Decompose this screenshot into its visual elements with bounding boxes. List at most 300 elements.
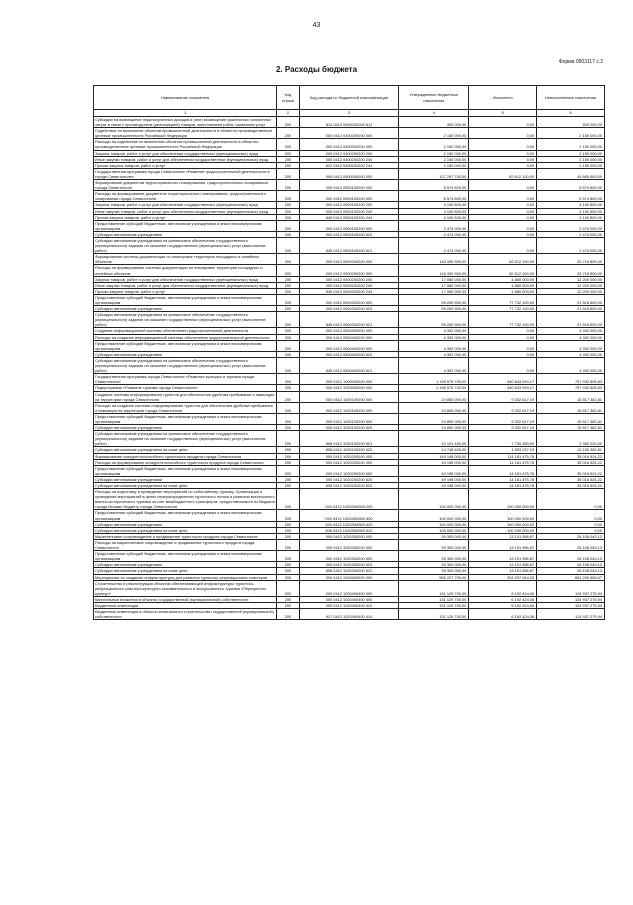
row-classification-code: 000 0412 0500200200 600 xyxy=(299,294,398,305)
row-remaining: 0,00 xyxy=(537,527,605,533)
table-row xyxy=(94,385,605,391)
row-name: Субсидии автономным учреждениям на финансовое обеспечение государственного (муниципального) задания на оказание государственных (муниципальных) услуг (выполнение работ) xyxy=(94,237,277,253)
row-name: Бюджетные инвестиции в объекты капитального строительства государственной (муниципальной) собственности xyxy=(94,609,277,620)
row-name: Предоставление субсидий бюджетным, автономным учреждениям и иным некоммерческим организациям xyxy=(94,465,277,476)
row-remaining: 0,00 xyxy=(537,510,605,521)
row-line-code: 200 xyxy=(277,476,300,482)
row-name: Прочая закупка товаров, работ и услуг xyxy=(94,288,277,294)
table-row xyxy=(94,510,605,521)
row-classification-code: 845 0412 0500200200 621 xyxy=(299,312,398,328)
row-executed: 7 739 380,00 xyxy=(469,431,537,447)
row-name: Субсидии автономным учреждениям xyxy=(94,425,277,431)
row-name: Маркетинговое сопровождение и продвижение туристского продукта города Севастополя xyxy=(94,533,277,539)
row-executed: 0,00 xyxy=(469,220,537,231)
row-executed: 82 612 100,00 xyxy=(469,265,537,276)
row-remaining: 4 100 800,00 xyxy=(537,208,605,214)
row-line-code: 200 xyxy=(277,551,300,562)
row-executed: 0,00 xyxy=(469,334,537,340)
row-line-code: 200 xyxy=(277,220,300,231)
row-approved: 10 101 400,00 xyxy=(399,431,469,447)
row-name: Субсидии автономным учреждениям на иные цели xyxy=(94,527,277,533)
row-classification-code: 000 0412 1020400000 000 xyxy=(299,574,398,580)
row-line-code: 200 xyxy=(277,237,300,253)
row-name: Субсидии автономным учреждениям на финансовое обеспечение государственного (муниципального) задания на оказание государственных (муниципальных) услуг (выполнение работ) xyxy=(94,357,277,373)
row-approved: 99 250 900,00 xyxy=(399,294,469,305)
table-row xyxy=(94,334,605,340)
row-executed: 0,00 xyxy=(469,357,537,373)
row-remaining: 12 200 000,00 xyxy=(537,276,605,282)
row-name: Субсидии автономным учреждениям на финансовое обеспечение государственного (муниципального) задания на оказание государственных (муниципальных) услуг (выполнение работ) xyxy=(94,312,277,328)
table-row xyxy=(94,156,605,162)
row-executed: 13 191 956,87 xyxy=(469,551,537,562)
row-executed: 13 191 956,87 xyxy=(469,539,537,550)
row-approved: 1 198 575 700,00 xyxy=(399,385,469,391)
table-row xyxy=(94,254,605,265)
row-line-code: 200 xyxy=(277,533,300,539)
row-classification-code: 000 0412 1020100200 600 xyxy=(299,413,398,424)
row-classification-code: 000 0412 1020000000 000 xyxy=(299,385,398,391)
row-classification-code: 000 0412 0500400200 600 xyxy=(299,340,398,351)
row-approved: 39 300 000,00 xyxy=(399,562,469,568)
row-executed: 13 191 956,87 xyxy=(469,533,537,539)
row-approved: 131 129 700,00 xyxy=(399,596,469,602)
row-remaining: 2 150 000,00 xyxy=(537,128,605,139)
row-approved: 39 300 000,00 xyxy=(399,539,469,550)
row-remaining: 26 108 043,13 xyxy=(537,551,605,562)
row-executed: 0,00 xyxy=(469,117,537,128)
row-remaining: 26 108 043,13 xyxy=(537,568,605,574)
row-line-code: 200 xyxy=(277,357,300,373)
row-remaining: 2 150 000,00 xyxy=(537,156,605,162)
row-executed: 0,00 xyxy=(469,214,537,220)
row-classification-code: 000 0412 10202И8300 600 xyxy=(299,510,398,521)
row-remaining: 4 392 000,00 xyxy=(537,357,605,373)
row-approved: 49 198 000,00 xyxy=(399,476,469,482)
row-approved: 17 080 000,00 xyxy=(399,282,469,288)
row-name: Субсидии автономным учреждениям xyxy=(94,521,277,527)
row-remaining: 4 100 800,00 xyxy=(537,214,605,220)
row-line-code: 200 xyxy=(277,431,300,447)
row-executed: 82 612 100,00 xyxy=(469,254,537,265)
header-remaining: Неисполненные назначения xyxy=(537,86,605,110)
row-classification-code: 000 0412 1020200200 600 xyxy=(299,465,398,476)
row-remaining: 35 016 524,22 xyxy=(537,483,605,489)
row-remaining: 400 000,00 xyxy=(537,117,605,128)
row-executed: 4 880 000,00 xyxy=(469,288,537,294)
form-code: Форма 0503117 с.2 xyxy=(558,59,603,65)
row-approved: 39 300 000,00 xyxy=(399,551,469,562)
row-classification-code: 000 0412 1020300200 000 xyxy=(299,539,398,550)
row-remaining: 0,00 xyxy=(537,489,605,510)
row-executed: 100 000 000,00 xyxy=(469,527,537,533)
row-executed: 0,00 xyxy=(469,237,537,253)
row-executed: 9 332 617,19 xyxy=(469,413,537,424)
table-row xyxy=(94,357,605,373)
row-line-code: 200 xyxy=(277,391,300,402)
row-name: Закупка товаров, работ и услуг для обеспечения государственных (муниципальных) нужд xyxy=(94,202,277,208)
row-approved: 99 250 900,00 xyxy=(399,306,469,312)
row-approved: 1 198 575 700,00 xyxy=(399,374,469,385)
row-remaining: 13 155 362,81 xyxy=(537,447,605,453)
row-name: Создание информационной системы обеспечения градостроительной деятельности xyxy=(94,328,277,334)
row-line-code: 200 xyxy=(277,156,300,162)
row-approved: 131 129 700,00 xyxy=(399,602,469,608)
row-approved: 4 392 000,00 xyxy=(399,334,469,340)
row-executed: 0,00 xyxy=(469,208,537,214)
table-row xyxy=(94,150,605,156)
row-approved: 127 297 700,00 xyxy=(399,168,469,179)
row-line-code: 200 xyxy=(277,139,300,150)
row-name: Расходы на создание системы информирования туристов для обеспечения удобства пребывания и навигации на территории города Севастополя xyxy=(94,402,277,413)
row-approved: 100 000 000,00 xyxy=(399,527,469,533)
row-line-code: 200 xyxy=(277,208,300,214)
row-line-code: 200 xyxy=(277,596,300,602)
table-row xyxy=(94,340,605,351)
row-name: Капитальные вложения в объекты государственной (муниципальной) собственности xyxy=(94,596,277,602)
row-name: Субсидии автономным учреждениям xyxy=(94,562,277,568)
row-approved: 2 474 000,00 xyxy=(399,220,469,231)
table-row xyxy=(94,489,605,510)
table-row xyxy=(94,168,605,179)
row-executed: 100 000 000,00 xyxy=(469,510,537,521)
row-name: Субсидии автономным учреждениям xyxy=(94,306,277,312)
row-approved: 2 150 000,00 xyxy=(399,139,469,150)
row-classification-code: 000 0412 1000000000 000 xyxy=(299,374,398,385)
row-remaining: 35 016 524,22 xyxy=(537,453,605,459)
row-classification-code: 000 0412 1020400400 000 xyxy=(299,580,398,596)
row-classification-code: 000 0412 1020100000 000 xyxy=(299,391,398,402)
row-classification-code: 000 0412 0500400200 000 xyxy=(299,334,398,340)
row-approved: 400 000,00 xyxy=(399,117,469,128)
row-approved: 116 330 900,00 xyxy=(399,265,469,276)
table-row xyxy=(94,202,605,208)
row-approved: 6 574 800,00 xyxy=(399,180,469,191)
table-row xyxy=(94,180,605,191)
row-remaining: 2 150 000,00 xyxy=(537,139,605,150)
row-classification-code: 808 0412 1020100200 622 xyxy=(299,447,398,453)
row-classification-code: 000 0412 0500100200 620 xyxy=(299,231,398,237)
table-row xyxy=(94,465,605,476)
table-row xyxy=(94,431,605,447)
page-number: 43 xyxy=(312,22,321,29)
header-executed: Исполнено xyxy=(469,86,537,110)
row-classification-code: 000 0412 1020300000 000 xyxy=(299,533,398,539)
row-executed: 14 181 475,78 xyxy=(469,459,537,465)
table-row xyxy=(94,391,605,402)
row-classification-code: 000 0412 0500400200 620 xyxy=(299,351,398,357)
row-remaining: 21 518 800,00 xyxy=(537,294,605,305)
row-name: Закупка товаров, работ и услуг для обеспечения государственных (муниципальных) нужд xyxy=(94,150,277,156)
row-remaining: 124 937 275,94 xyxy=(537,602,605,608)
row-name: Мероприятия по созданию инфраструктуры для развития туристско-рекреационных кластеров xyxy=(94,574,277,580)
row-classification-code: 000 0412 0400200200 000 xyxy=(299,139,398,150)
row-line-code: 200 xyxy=(277,276,300,282)
row-executed: 0,00 xyxy=(469,351,537,357)
row-approved: 2 150 000,00 xyxy=(399,150,469,156)
row-line-code: 200 xyxy=(277,288,300,294)
row-classification-code: 000 0412 0500100200 200 xyxy=(299,202,398,208)
table-row xyxy=(94,609,605,620)
table-row xyxy=(94,208,605,214)
row-classification-code: 000 0412 0500100200 240 xyxy=(299,208,398,214)
row-approved: 985 227 700,00 xyxy=(399,574,469,580)
row-remaining: 757 932 605,83 xyxy=(537,385,605,391)
row-classification-code: 812 0412 0400200200 244 xyxy=(299,162,398,168)
row-classification-code: 000 0412 0400200000 000 xyxy=(299,128,398,139)
column-number: 2 xyxy=(277,110,300,117)
row-name: Государственная программа города Севастополя «Развитие градостроительной деятельности в городе Севастополе» xyxy=(94,168,277,179)
row-executed: 0,00 xyxy=(469,340,537,351)
table-row xyxy=(94,117,605,128)
row-name: Субсидии автономным учреждениям на иные цели xyxy=(94,568,277,574)
table-row xyxy=(94,282,605,288)
row-executed: 0,00 xyxy=(469,191,537,202)
row-name: Подпрограмма «Развитие туризма города Севастополя» xyxy=(94,385,277,391)
row-remaining: 2 474 000,00 xyxy=(537,231,605,237)
row-approved: 2 150 000,00 xyxy=(399,156,469,162)
row-line-code: 200 xyxy=(277,162,300,168)
row-approved: 4 100 800,00 xyxy=(399,208,469,214)
row-approved: 24 850 000,00 xyxy=(399,402,469,413)
table-row xyxy=(94,220,605,231)
row-classification-code: 808 0412 1020300200 622 xyxy=(299,568,398,574)
table-row xyxy=(94,265,605,276)
row-line-code: 200 xyxy=(277,447,300,453)
row-name: Расходы на создание информационной системы обеспечения градостроительной деятельности xyxy=(94,334,277,340)
row-approved: 49 198 000,00 xyxy=(399,459,469,465)
row-remaining: 12 200 000,00 xyxy=(537,282,605,288)
row-executed: 6 192 424,06 xyxy=(469,609,537,620)
column-number: 5 xyxy=(469,110,537,117)
row-executed: 100 000 000,00 xyxy=(469,489,537,510)
row-classification-code: 000 0412 0500100200 000 xyxy=(299,191,398,202)
row-line-code: 200 xyxy=(277,465,300,476)
row-approved: 49 198 000,00 xyxy=(399,483,469,489)
row-executed: 0,00 xyxy=(469,162,537,168)
row-line-code: 200 xyxy=(277,580,300,596)
row-classification-code: 845 0412 0500100200 244 xyxy=(299,214,398,220)
row-executed: 114 181 475,78 xyxy=(469,453,537,459)
row-line-code: 200 xyxy=(277,294,300,305)
row-name: Субсидии автономным учреждениям xyxy=(94,476,277,482)
table-row xyxy=(94,568,605,574)
row-name: Государственная программа города Севастополя «Развитие культуры и туризма города Севастополя» xyxy=(94,374,277,385)
row-remaining: 6 574 800,00 xyxy=(537,191,605,202)
row-approved: 100 000 000,00 xyxy=(399,510,469,521)
row-name: Предоставление субсидий бюджетным, автономным учреждениям и иным некоммерческим организациям xyxy=(94,340,277,351)
row-remaining: 35 016 524,22 xyxy=(537,465,605,476)
row-approved: 4 392 000,00 xyxy=(399,351,469,357)
row-name: Прочая закупка товаров, работ и услуг xyxy=(94,162,277,168)
row-remaining: 6 574 800,00 xyxy=(537,180,605,191)
table-row xyxy=(94,312,605,328)
row-classification-code: 000 0412 1020100200 620 xyxy=(299,425,398,431)
row-remaining: 35 016 524,22 xyxy=(537,459,605,465)
row-classification-code: 808 0412 1020200200 622 xyxy=(299,483,398,489)
row-line-code: 200 xyxy=(277,191,300,202)
row-approved: 149 198 000,00 xyxy=(399,453,469,459)
section-title: 2. Расходы бюджета xyxy=(275,65,358,74)
table-row xyxy=(94,574,605,580)
row-remaining: 15 517 382,81 xyxy=(537,391,605,402)
row-classification-code: 000 0412 1020400400 410 xyxy=(299,602,398,608)
row-classification-code: 812 0412 0400100200 811 xyxy=(299,117,398,128)
row-classification-code: 845 0412 0500200200 244 xyxy=(299,288,398,294)
row-executed: 0,00 xyxy=(469,202,537,208)
row-approved: 2 474 000,00 xyxy=(399,237,469,253)
row-remaining: 124 937 275,94 xyxy=(537,609,605,620)
row-name: Иные закупки товаров, работ и услуг для обеспечения государственных (муниципальных) нужд xyxy=(94,282,277,288)
row-approved: 100 000 000,00 xyxy=(399,521,469,527)
row-remaining: 33 718 800,00 xyxy=(537,254,605,265)
column-number-row xyxy=(94,110,605,117)
row-name: Иные закупки товаров, работ и услуг для обеспечения государственных (муниципальных) нужд xyxy=(94,156,277,162)
row-remaining: 15 517 382,81 xyxy=(537,402,605,413)
row-remaining: 21 518 800,00 xyxy=(537,312,605,328)
table-row xyxy=(94,459,605,465)
row-classification-code: 000 0412 0500200200 620 xyxy=(299,306,398,312)
row-name: Субсидии на возмещение недополученных доходов и (или) возмещение фактически понесенных затрат в связи с производством (реализацией) товаров, выполнением работ, оказанием услуг xyxy=(94,117,277,128)
row-line-code: 200 xyxy=(277,150,300,156)
row-classification-code: 000 0412 0500200200 240 xyxy=(299,282,398,288)
row-classification-code: 000 0412 10202И8300 620 xyxy=(299,521,398,527)
row-line-code: 200 xyxy=(277,489,300,510)
row-remaining: 26 108 043,13 xyxy=(537,533,605,539)
row-name: Расходы на подготовку и проведение мероприятий по событийному туризму. Организация и проведение мероприятий в целях перераспределения туристского потока и развития всесезонного военно-исторического туризма за счет межбюджетного трансферта, предоставляемого из бюджета города Москвы бюджету города Севастополя xyxy=(95,489,275,510)
row-executed: 0,00 xyxy=(469,231,537,237)
row-name: Субсидии автономным учреждениям на иные цели xyxy=(94,447,277,453)
row-line-code: 200 xyxy=(277,282,300,288)
row-approved: 2 150 000,00 xyxy=(399,162,469,168)
row-classification-code: 845 0412 0500100200 621 xyxy=(299,237,398,253)
row-remaining: 35 016 524,22 xyxy=(537,476,605,482)
row-line-code: 200 xyxy=(277,128,300,139)
row-remaining: 44 685 600,00 xyxy=(537,168,605,179)
table-row xyxy=(94,413,605,424)
row-executed: 0,00 xyxy=(469,328,537,334)
row-name: Расходы на формирование документов территориального планирования, градостроительного зонирования города Севастополя xyxy=(94,191,277,202)
row-classification-code: 000 0412 0500200000 000 xyxy=(299,254,398,265)
row-executed: 6 192 424,06 xyxy=(469,596,537,602)
row-executed: 0,00 xyxy=(469,128,537,139)
row-line-code: 200 xyxy=(277,328,300,334)
table-row xyxy=(94,402,605,413)
row-line-code: 200 xyxy=(277,340,300,351)
table-header-row xyxy=(94,86,605,110)
table-row xyxy=(94,533,605,539)
row-line-code: 200 xyxy=(277,180,300,191)
row-name: Формирование системы документации по планировке территории площадных и линейных объектов xyxy=(94,254,277,265)
row-line-code: 200 xyxy=(277,562,300,568)
table-row xyxy=(94,128,605,139)
table-row xyxy=(94,483,605,489)
table-row xyxy=(94,551,605,562)
row-approved: 4 392 000,00 xyxy=(399,357,469,373)
row-line-code: 200 xyxy=(277,254,300,265)
row-executed: 9 332 617,19 xyxy=(469,391,537,402)
row-classification-code: 917 0412 1020400400 414 xyxy=(299,609,398,620)
row-executed: 303 937 044,33 xyxy=(469,574,537,580)
row-remaining: 124 937 275,94 xyxy=(537,580,605,596)
row-approved: 39 300 000,00 xyxy=(399,533,469,539)
column-number: 6 xyxy=(537,110,605,117)
row-name: Бюджетные инвестиции xyxy=(94,602,277,608)
row-name: Расходы на формирование системы документации по планировке территории площадных и линейных объектов xyxy=(94,265,277,276)
row-executed: 0,00 xyxy=(469,180,537,191)
row-approved: 99 250 900,00 xyxy=(399,312,469,328)
row-remaining: 681 290 655,67 xyxy=(537,574,605,580)
row-name: Формирование конкурентоспособного туристского продукта города Севастополя xyxy=(94,453,277,459)
row-approved: 24 850 000,00 xyxy=(399,413,469,424)
table-row xyxy=(94,328,605,334)
table-row xyxy=(94,374,605,385)
row-name: Предоставление субсидий бюджетным, автономным учреждениям и иным некоммерческим организациям xyxy=(94,413,277,424)
row-line-code: 200 xyxy=(277,453,300,459)
row-executed: 1 593 237,19 xyxy=(469,447,537,453)
table-row xyxy=(94,139,605,150)
row-executed: 14 181 475,78 xyxy=(469,476,537,482)
row-line-code: 200 xyxy=(277,483,300,489)
row-classification-code: 845 0412 0500400200 621 xyxy=(299,357,398,373)
row-executed: 4 880 000,00 xyxy=(469,276,537,282)
row-classification-code: 000 0412 0500000000 000 xyxy=(299,168,398,179)
row-executed: 77 732 100,00 xyxy=(469,306,537,312)
row-line-code: 200 xyxy=(277,117,300,128)
row-classification-code: 000 0412 10202И8300 000 xyxy=(299,489,398,510)
row-classification-code: 000 0412 1020200000 000 xyxy=(299,453,398,459)
table-row xyxy=(94,294,605,305)
row-approved: 2 150 000,00 xyxy=(399,128,469,139)
column-number: 1 xyxy=(94,110,277,117)
table-row xyxy=(94,453,605,459)
row-executed: 13 191 956,87 xyxy=(469,568,537,574)
row-line-code: 200 xyxy=(277,402,300,413)
row-remaining: 4 392 000,00 xyxy=(537,340,605,351)
row-classification-code: 000 0412 0500100000 000 xyxy=(299,180,398,191)
row-line-code: 200 xyxy=(277,385,300,391)
row-name: Субсидии автономным учреждениям xyxy=(94,351,277,357)
row-approved: 17 080 000,00 xyxy=(399,288,469,294)
row-line-code: 200 xyxy=(277,231,300,237)
header-line-code: Код строки xyxy=(277,86,300,110)
row-remaining: 26 108 043,13 xyxy=(537,539,605,550)
table-row xyxy=(94,237,605,253)
table-row xyxy=(94,276,605,282)
row-approved: 4 392 000,00 xyxy=(399,340,469,351)
row-name: Прочая закупка товаров, работ и услуг xyxy=(94,214,277,220)
row-line-code: 200 xyxy=(277,168,300,179)
row-remaining: 2 150 000,00 xyxy=(537,162,605,168)
row-executed: 77 732 100,00 xyxy=(469,294,537,305)
row-line-code: 200 xyxy=(277,374,300,385)
row-line-code: 200 xyxy=(277,202,300,208)
row-executed: 4 880 000,00 xyxy=(469,282,537,288)
row-approved: 17 080 000,00 xyxy=(399,276,469,282)
row-name: Иные закупки товаров, работ и услуг для обеспечения государственных (муниципальных) нужд xyxy=(94,208,277,214)
row-approved: 49 198 000,00 xyxy=(399,465,469,476)
row-approved: 4 100 800,00 xyxy=(399,214,469,220)
row-classification-code: 808 0412 10202И8300 622 xyxy=(299,527,398,533)
row-executed: 100 000 000,00 xyxy=(469,521,537,527)
row-executed: 9 332 617,19 xyxy=(469,402,537,413)
table-row xyxy=(94,596,605,602)
row-name: Предоставление субсидий бюджетным, автономным учреждениям и иным некоммерческим организациям xyxy=(94,294,277,305)
row-remaining: 124 937 275,94 xyxy=(537,596,605,602)
row-name: Расходы на содействие по включению объектов промышленной деятельности в областно-производственные целевые промышленности Российской Федерации xyxy=(94,139,277,150)
row-remaining: 0,00 xyxy=(537,521,605,527)
row-approved: 24 850 000,00 xyxy=(399,391,469,402)
row-approved: 116 330 900,00 xyxy=(399,254,469,265)
